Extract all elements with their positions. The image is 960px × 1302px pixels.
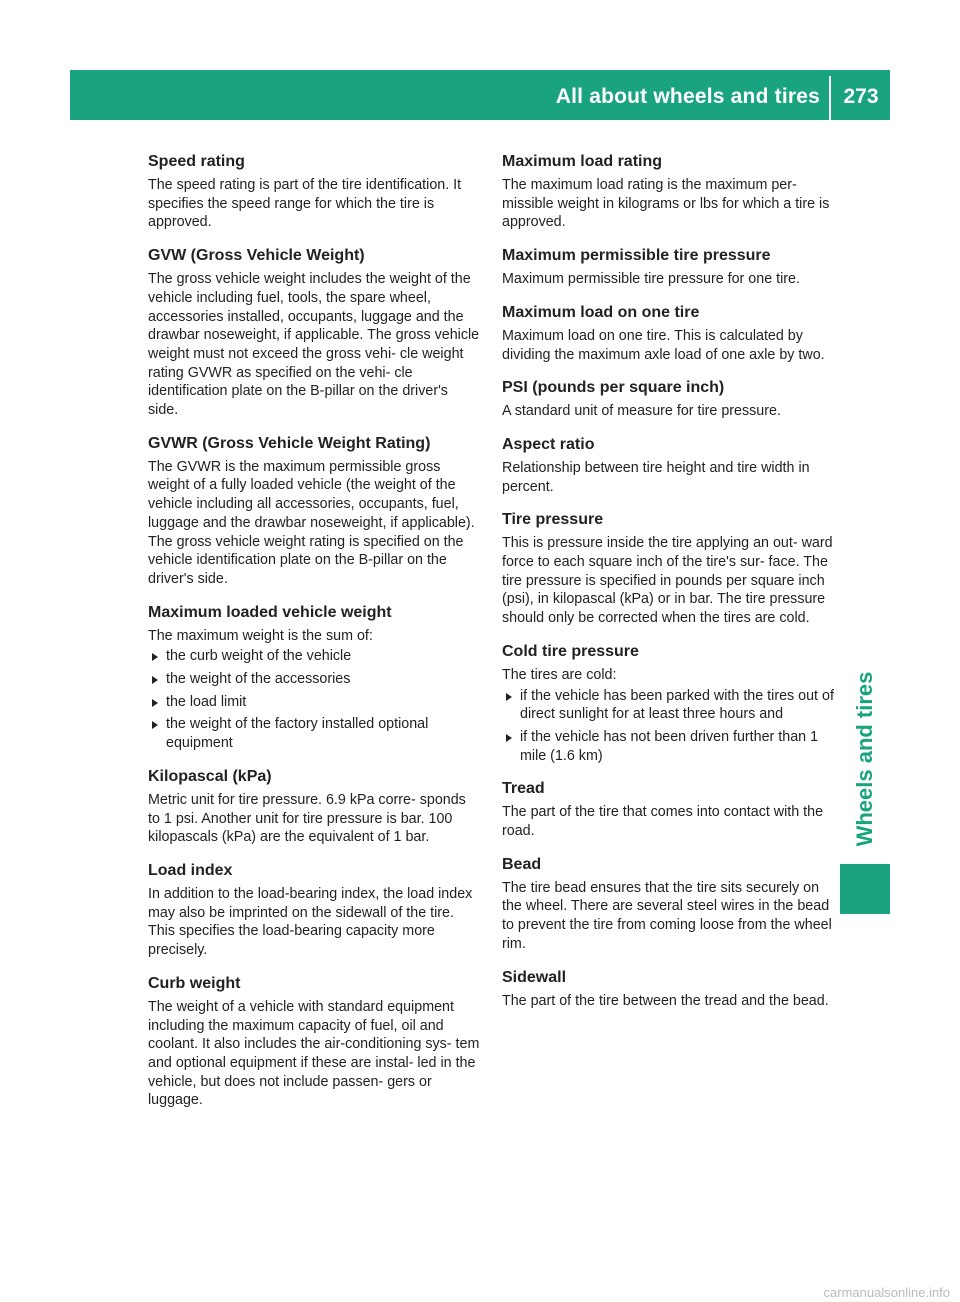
section — [148, 859, 481, 960]
section-heading: Sidewall — [502, 968, 567, 986]
section-text: The part of the tire that comes into contact with the road. — [502, 804, 824, 840]
section — [148, 765, 481, 847]
section — [502, 376, 835, 421]
left-column — [148, 150, 481, 1122]
section — [502, 301, 835, 364]
section-text: The gross vehicle weight includes the weight of the vehicle including fuel, tools, the spare wheel, accessories installed, occupants, luggage and the drawbar noseweight, if applicable. The gross vehicle weight must not exceed the gross vehi- cle weight rating GVWR as specified on the vehi- cle identification plate on the B-pillar on the driver's side. — [148, 271, 480, 419]
section-text: The maximum weight is the sum of: — [148, 627, 373, 644]
section-heading: Tread — [502, 780, 545, 798]
section-text: Metric unit for tire pressure. 6.9 kPa corre- sponds to 1 psi. Another unit for tire pressure is bar. 100 kilopascals (kPa) are the equivalent of 1 bar. — [148, 791, 466, 846]
section-heading: Maximum permissible tire pressure — [502, 247, 771, 265]
chapter-title: All about wheels and tires — [555, 85, 820, 108]
bullet-item: the weight of the factory installed optional equipment — [148, 715, 481, 752]
section — [502, 433, 835, 496]
bullet-item: the load limit — [148, 693, 481, 712]
section — [502, 244, 835, 289]
section-heading: Maximum loaded vehicle weight — [148, 603, 392, 621]
section-text: The part of the tire between the tread and the bead. — [502, 992, 829, 1009]
bullet-list — [502, 687, 835, 766]
side-tab-label: Wheels and tires — [852, 671, 877, 847]
section — [148, 244, 481, 420]
section-text: The tires are cold: — [502, 666, 617, 683]
side-tab — [840, 654, 890, 864]
section-text: The tire bead ensures that the tire sits securely on the wheel. There are several steel wires in the bead to prevent the tire from coming loose from the wheel rim. — [502, 879, 832, 952]
section — [502, 150, 835, 232]
section-text: In addition to the load-bearing index, the load index may also be imprinted on the sidewall of the tire. This specifies the load-bearing capacity more precisely. — [148, 885, 473, 959]
section-heading: Aspect ratio — [502, 435, 595, 453]
bullet-item: if the vehicle has been parked with the tires out of direct sunlight for at least three hours and — [502, 687, 835, 724]
section-heading: Maximum load on one tire — [502, 303, 700, 321]
section — [148, 972, 481, 1110]
section-text: The speed rating is part of the tire identification. It specifies the speed range for which the tire is approved. — [148, 177, 462, 231]
side-tab-marker — [840, 864, 890, 914]
section-text: Maximum permissible tire pressure for one tire. — [502, 271, 800, 288]
bullet-item: the curb weight of the vehicle — [148, 647, 481, 666]
header-divider — [829, 76, 831, 120]
section — [502, 777, 835, 840]
section — [502, 508, 835, 628]
section-text: This is pressure inside the tire applying an out- ward force to each square inch of the tire's sur- face. The tire pressure is specified in pounds per square inch (psi), in kilopascal (kPa) or in bar. The tire pressure should only be corrected when the tires are cold. — [502, 535, 833, 627]
section-heading: Tire pressure — [502, 511, 604, 529]
section-text: Maximum load on one tire. This is calculated by dividing the maximum axle load of one axle by two. — [502, 327, 825, 363]
section — [148, 601, 481, 753]
section-heading: Kilopascal (kPa) — [148, 767, 272, 785]
section — [502, 853, 835, 954]
watermark: carmanualsonline.info — [823, 1285, 950, 1300]
section-heading: GVW (Gross Vehicle Weight) — [148, 247, 365, 265]
section-heading: Speed rating — [148, 153, 245, 170]
right-column — [502, 150, 835, 1022]
bullet-list — [148, 647, 481, 753]
section-heading: Load index — [148, 861, 233, 879]
section-heading: Bead — [502, 855, 542, 873]
section-heading: PSI (pounds per square inch) — [502, 379, 725, 397]
section-text: The maximum load rating is the maximum per- missible weight in kilograms or lbs for which a tire is approved. — [502, 177, 830, 231]
section-text: The weight of a vehicle with standard equipment including the maximum capacity of fuel, oil and coolant. It also includes the air-conditioning sys- tem and optional equipment if these are instal- led in the vehicle, but does not include passen- gers or luggage. — [148, 998, 480, 1109]
bullet-item: if the vehicle has not been driven further than 1 mile (1.6 km) — [502, 728, 835, 765]
section — [148, 432, 481, 589]
section — [502, 640, 835, 766]
section — [148, 150, 481, 232]
section-heading: Maximum load rating — [502, 153, 663, 170]
section-text: A standard unit of measure for tire pressure. — [502, 403, 781, 420]
page-number: 273 — [843, 85, 879, 108]
page-header — [70, 70, 890, 120]
section — [502, 966, 835, 1011]
section-heading: Curb weight — [148, 974, 241, 992]
section-heading: GVWR (Gross Vehicle Weight Rating) — [148, 434, 431, 452]
section-heading: Cold tire pressure — [502, 642, 639, 660]
bullet-item: the weight of the accessories — [148, 670, 481, 689]
section-text: Relationship between tire height and tire width in percent. — [502, 459, 810, 495]
section-text: The GVWR is the maximum permissible gross weight of a fully loaded vehicle (the weight of the vehicle including all accessories, occupants, fuel, luggage and the drawbar noseweight, if applicable). The gross vehicle weight rating is specified on the vehicle identification plate on the B-pillar on the driver's side. — [148, 458, 475, 587]
